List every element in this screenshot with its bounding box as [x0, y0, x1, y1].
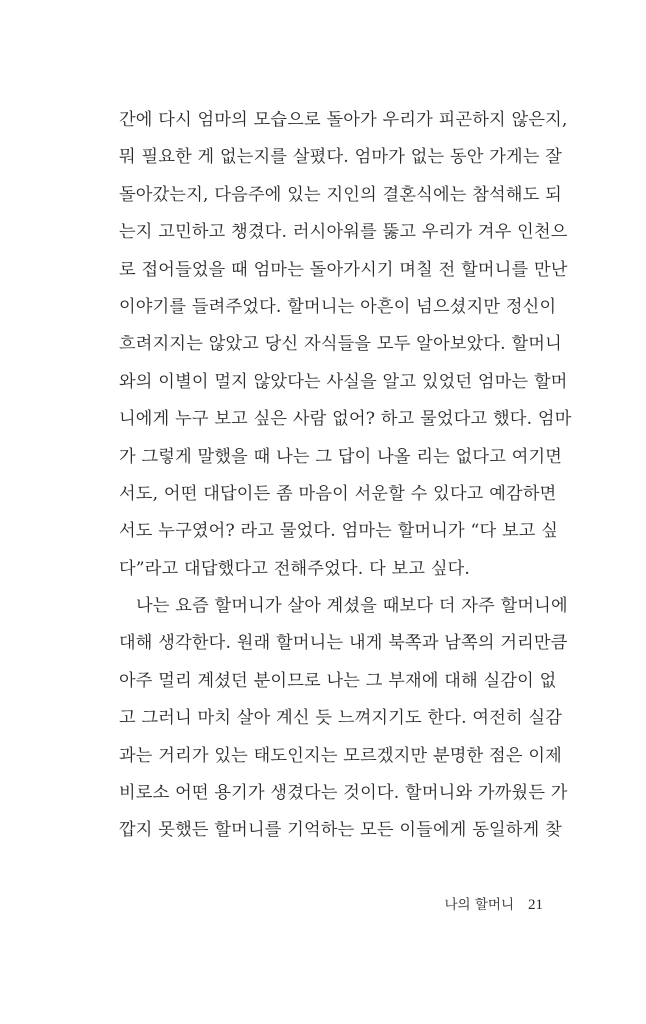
- text-line: 아주 멀리 계셨던 분이므로 나는 그 부재에 대해 실감이 없: [119, 670, 557, 691]
- text-line: 가 그렇게 말했을 때 나는 그 답이 나올 리는 없다고 여기면: [119, 446, 563, 467]
- text-line: 니에게 누구 보고 싶은 사람 없어? 하고 물었다고 했다. 엄마: [119, 409, 572, 430]
- text-line: 간에 다시 엄마의 모습으로 돌아가 우리가 피곤하지 않은지,: [119, 110, 568, 130]
- text-line: 이야기를 들려주었다. 할머니는 아흔이 넘으셨지만 정신이: [119, 296, 557, 317]
- chapter-title: 나의 할머니: [444, 897, 514, 913]
- text-line: 흐려지지는 않았고 당신 자식들을 모두 알아보았다. 할머니: [119, 334, 562, 355]
- text-line: 대해 생각한다. 원래 할머니는 내게 북쪽과 남쪽의 거리만큼: [119, 633, 568, 654]
- text-line: 는지 고민하고 챙겼다. 러시아워를 뚫고 우리가 겨우 인천으: [119, 222, 568, 243]
- text-line: 서도, 어떤 대답이든 좀 마음이 서운할 수 있다고 예감하면: [119, 483, 557, 504]
- paragraph: [119, 102, 572, 588]
- text-line: 과는 거리가 있는 태도인지는 모르겠지만 분명한 점은 이제: [119, 745, 562, 766]
- text-line: 비로소 어떤 용기가 생겼다는 것이다. 할머니와 가까웠든 가: [119, 783, 568, 804]
- text-line: 고 그러니 마치 살아 계신 듯 느껴지기도 한다. 여전히 실감: [119, 708, 563, 729]
- text-line: 깝지 못했든 할머니를 기억하는 모든 이들에게 동일하게 찾: [119, 820, 562, 841]
- text-line: 다”라고 대답했다고 전해주었다. 다 보고 싶다.: [119, 558, 471, 579]
- text-line: 와의 이별이 멀지 않았다는 사실을 알고 있었던 엄마는 할머: [119, 371, 568, 392]
- running-footer: [445, 893, 544, 914]
- text-line: 서도 누구였어? 라고 물었다. 엄마는 할머니가 “다 보고 싶: [119, 521, 559, 542]
- paragraph: [119, 588, 568, 850]
- text-line: 돌아갔는지, 다음주에 있는 지인의 결혼식에는 참석해도 되: [119, 184, 562, 205]
- body-text: [119, 102, 572, 850]
- text-line: 나는 요즘 할머니가 살아 계셨을 때보다 더 자주 할머니에: [136, 596, 568, 617]
- page-number: 21: [528, 897, 543, 913]
- text-line: 뭐 필요한 게 없는지를 살폈다. 엄마가 없는 동안 가게는 잘: [119, 147, 563, 168]
- text-line: 로 접어들었을 때 엄마는 돌아가시기 며칠 전 할머니를 만난: [119, 259, 568, 280]
